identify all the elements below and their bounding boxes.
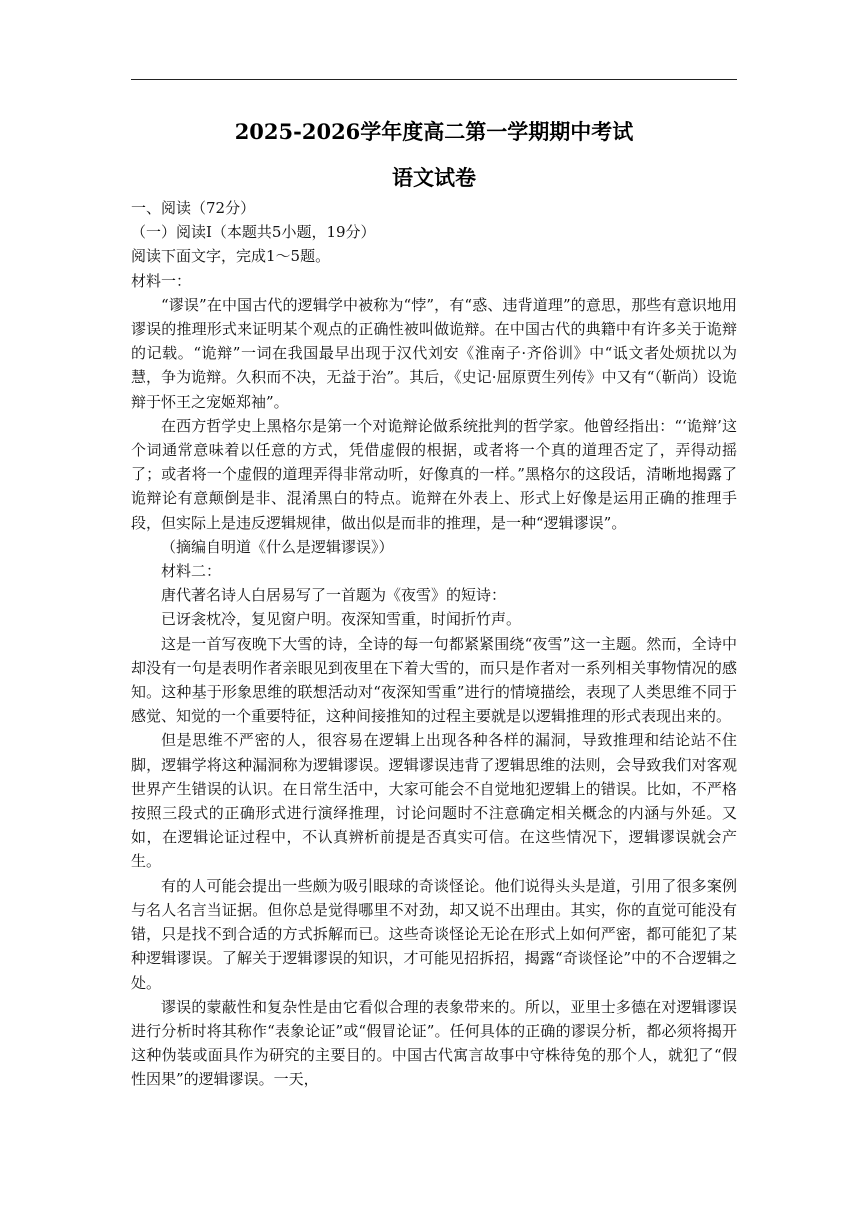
exam-title: 2025-2026学年度高二第一学期期中考试 [234, 119, 634, 144]
source-1: （摘编自明道《什么是逻辑谬误》） [161, 537, 394, 556]
paragraph-2: 在西方哲学史上黑格尔是第一个对诡辩论做系统批判的哲学家。他曾经指出：“‘诡辩’这个词通常意味着以任意的方式，凭借虚假的根据，或者将一个真的道理否定了，弄得动摇了；或者将一个虚假的道理弄得非常动听，好像真的一样。”黑格尔的这段话，清晰地揭露了诡辩论有意颠倒是非、混淆黑白的特点。诡辩在外表上、形式上好像是运用正确的推理手段，但实际上是违反逻辑规律，做出似是而非的推理，是一种“逻辑谬误”。 [131, 416, 737, 532]
poem: 已讶衾枕冷，复见窗户明。夜深知雪重，时闻折竹声。 [161, 610, 522, 629]
instruction: 阅读下面文字，完成1～5题。 [131, 247, 331, 266]
reading-content [131, 196, 737, 1092]
paragraph-7: 谬误的蒙蔽性和复杂性是由它看似合理的表象带来的。所以，亚里士多德在对逻辑谬误进行分析时将其称作“表象论证”或“假冒论证”。任何具体的正确的谬误分析，都必须将揭开这种伪装或面具作为研究的主要目的。中国古代寓言故事中守株待兔的那个人，就犯了“假性因果”的逻辑谬误。一天， [131, 997, 737, 1089]
paragraph-3: 唐代著名诗人白居易写了一首题为《夜雪》的短诗： [161, 586, 507, 605]
material1-label: 材料一： [131, 271, 192, 290]
material2-label: 材料二： [161, 562, 222, 581]
section-heading: 一、阅读（72分） [131, 199, 256, 217]
paragraph-4: 这是一首写夜晚下大雪的诗，全诗的每一句都紧紧围绕“夜雪”这一主题。然而，全诗中却没有一句是表明作者亲眼见到夜里在下着大雪的，而只是作者对一系列相关事物情况的感知。这种基于形象思维的联想活动对“夜深知雪重”进行的情境描绘，表现了人类思维不同于感觉、知觉的一个重要特征，这种间接推知的过程主要就是以逻辑推理的形式表现出来的。 [131, 634, 737, 726]
paragraph-1: “谬误”在中国古代的逻辑学中被称为“悖”，有“惑、违背道理”的意思，那些有意识地用谬误的推理形式来证明某个观点的正确性被叫做诡辩。在中国古代的典籍中有许多关于诡辩的记载。“诡辩”一词在我国最早出现于汉代刘安《淮南子·齐俗训》中“诋文者处烦扰以为慧，争为诡辩。久积而不决，无益于治”。其后，《史记·屈原贾生列传》中又有“（靳尚）设诡辩于怀王之宠姬郑袖”。 [131, 295, 737, 411]
exam-subtitle: 语文试卷 [392, 165, 476, 190]
paragraph-6: 有的人可能会提出一些颇为吸引眼球的奇谈怪论。他们说得头头是道，引用了很多案例与名人名言当证据。但你总是觉得哪里不对劲，却又说不出理由。其实，你的直觉可能没有错，只是找不到合适的方式拆解而已。这些奇谈怪论无论在形式上如何严密，都可能犯了某种逻辑谬误。了解关于逻辑谬误的知识，才可能见招拆招，揭露“奇谈怪论”中的不合逻辑之处。 [131, 876, 737, 992]
paragraph-5: 但是思维不严密的人，很容易在逻辑上出现各种各样的漏洞，导致推理和结论站不住脚，逻辑学将这种漏洞称为逻辑谬误。逻辑谬误违背了逻辑思维的法则，会导致我们对客观世界产生错误的认识。在日常生活中，大家可能会不自觉地犯逻辑上的错误。比如，不严格按照三段式的正确形式进行演绎推理，讨论问题时不注意确定相关概念的内涵与外延。又如，在逻辑论证过程中，不认真辨析前提是否真实可信。在这些情况下，逻辑谬误就会产生。 [131, 731, 737, 871]
section-subheading: （一）阅读Ⅰ（本题共5小题，19分） [131, 223, 376, 242]
header-rule [131, 79, 737, 80]
